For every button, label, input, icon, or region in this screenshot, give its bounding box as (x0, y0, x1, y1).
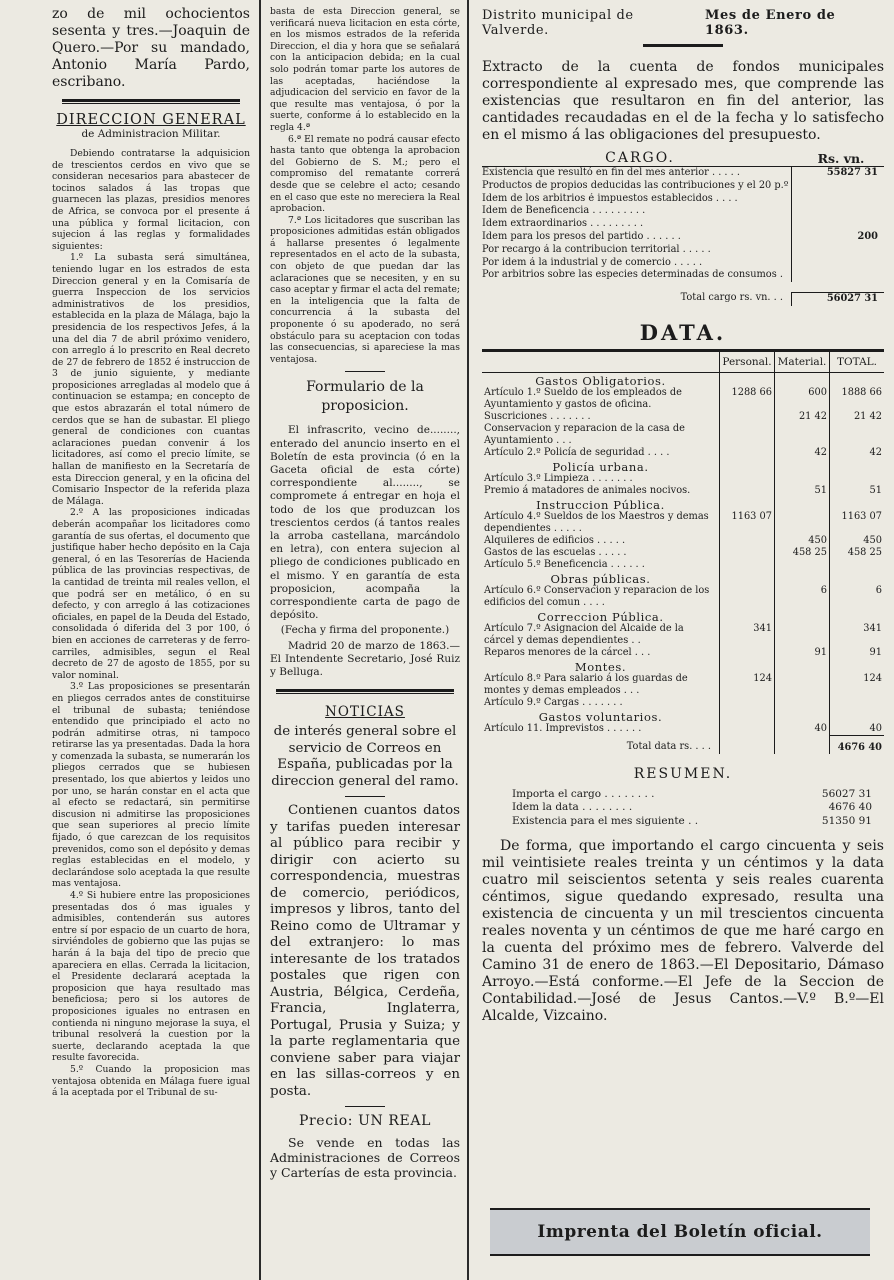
cargo-label: Productos de propios deducidas las contribuciones y el 20 p.º (482, 179, 789, 191)
account-extract: Extracto de la cuenta de fondos municipales correspondiente al expresado mes, que comprende las existencias que resultaron en fin del anterior, las cantidades recaudadas en el de la fecha y lo satisfecho en el mismo á las obligaciones del presupuesto. (482, 59, 884, 143)
total-value (830, 559, 885, 571)
section-row (482, 709, 884, 723)
resumen-amount: 4676 40 (828, 801, 872, 814)
total-value: 40 (830, 723, 885, 736)
data-total-label: Total data rs. . . . (626, 741, 711, 753)
section-row (482, 609, 884, 623)
material-value: 40 (775, 723, 830, 736)
personal-value (720, 485, 775, 497)
column-3 (470, 0, 894, 1280)
total-value: 458 25 (830, 547, 885, 559)
cargo-list (482, 166, 884, 282)
personal-value (720, 423, 775, 447)
data-row (482, 447, 884, 459)
notices-title: NOTICIAS (325, 704, 405, 721)
section-heading: DIRECCION GENERAL (56, 112, 246, 128)
closing-paragraph: De forma, que importando el cargo cincuenta y seis mil veintisiete reales treinta y un céntimos y la data cuatro mil seiscientos setenta y seis reales cuarenta céntimos, sigue quedando expresado, resulta una existencia de cincuenta y un mil trescientos cincuenta reales noventa y un céntimos de que me haré cargo en la cuenta del próximo mes de febrero. Valverde del Camino 31 de enero de 1863.—El Depositario, Dámaso Arroyo.—Está conforme.—El Jefe de la Seccion de Contabilidad.—José de Jesus Cantos.—V.º B.º—El Alcalde, Vizcaino. (482, 838, 884, 1025)
cargo-amount (791, 205, 884, 218)
cargo-amount (791, 180, 884, 193)
data-row (482, 423, 884, 447)
cargo-label: Por recargo á la contribucion territorial . . . . . (482, 243, 711, 255)
total-value (830, 423, 885, 447)
row-label: Artículo 5.º Beneficencia . . . . . . (484, 558, 645, 570)
personal-value (720, 411, 775, 423)
material-value (775, 511, 830, 535)
cargo-amount (791, 193, 884, 206)
data-row (482, 387, 884, 411)
resumen-label: Existencia para el mes siguiente . . (512, 814, 699, 827)
row-label: Artículo 8.º Para salario á los guardas de montes y demas empleados . . . (484, 672, 688, 696)
data-row (482, 535, 884, 547)
row-label: Artículo 7.º Asignacion del Alcaide de la cárcel y demas dependientes . . (484, 622, 684, 646)
cargo-total-label: Total cargo rs. vn. . . (680, 292, 783, 304)
data-total: 4676 40 (830, 735, 885, 754)
personal-value: 124 (720, 673, 775, 697)
section-divider (276, 689, 454, 694)
personal-value (720, 585, 775, 609)
edict-closing: zo de mil ochocientos sesenta y tres.—Joaquin de Quero.—Por su mandado, Antonio María Pardo, escribano. (52, 6, 250, 90)
cargo-amount (791, 257, 884, 270)
row-label: Artículo 4.º Sueldos de los Maestros y demas dependientes . . . . . (484, 510, 709, 534)
total-value: 51 (830, 485, 885, 497)
section-row (482, 372, 884, 387)
cargo-label: Por arbitrios sobre las especies determinadas de consumos . (482, 269, 783, 281)
row-label: Conservacion y reparacion de la casa de Ayuntamiento . . . (484, 422, 685, 446)
cargo-row (482, 231, 884, 244)
personal-value (720, 447, 775, 459)
resumen-row (512, 815, 884, 829)
cargo-row (482, 269, 884, 282)
material-value: 600 (775, 387, 830, 411)
row-label: Artículo 2.º Policía de seguridad . . . . (484, 446, 670, 458)
divider (345, 1106, 385, 1107)
divider (345, 796, 385, 797)
section-row (482, 459, 884, 473)
resumen-row (512, 801, 884, 815)
column-rule-1 (259, 0, 261, 1280)
section-label: Gastos voluntarios. (538, 709, 663, 724)
data-row (482, 511, 884, 535)
col-personal: Personal. (720, 352, 775, 373)
sale-info: Se vende en todas las Administraciones de Correos y Carterías de esta provincia. (270, 1135, 460, 1181)
cargo-amount: 55827 31 (791, 167, 884, 180)
row-label: Gastos de las escuelas . . . . . (484, 546, 627, 558)
notices-body: Contienen cuantos datos y tarifas pueden interesar al público para recibir y dirigir con acierto su correspondencia, muestras de comercio, periódicos, impresos y libros, tanto del Reino como de Ultramar y del extranjero: lo mas interesante de los tratados postales que rigen con Austria, Bélgica, Cerdeña, Francia, Inglaterra, Portugal, Prusia y Suiza; y la parte reglamentaria que conviene saber para viajar en las sillas-correos y en posta. (270, 803, 460, 1099)
personal-value (720, 647, 775, 659)
data-row (482, 673, 884, 697)
cargo-label: Idem de Beneficencia . . . . . . . . . (482, 205, 646, 217)
data-row (482, 697, 884, 709)
section-row (482, 571, 884, 585)
material-value (775, 559, 830, 571)
section-label: Obras públicas. (550, 571, 651, 586)
total-value: 1888 66 (830, 387, 885, 411)
divider (345, 371, 385, 372)
units-label: Rs. vn. (817, 151, 865, 166)
rule-7: 7.ª Los licitadores que suscriban las proposiciones admitidas están obligados á hallarse presentes ó legalmente representados en el acto de la subasta, con objeto de que puedan dar las aclaraciones que se necesiten, y en su caso aceptar y firmar el acta del remate; en la inteligencia que la falta de concurrencia á la subasta del proponente ó su apoderado, no será obstáculo para su aceptacion con todas las consecuencias, si apareciese la mas ventajosa. (270, 214, 460, 365)
cargo-amount (791, 244, 884, 257)
cargo-amount (791, 269, 884, 282)
divider (643, 44, 723, 47)
col-total: TOTAL. (830, 352, 885, 373)
data-row (482, 723, 884, 736)
total-value: 6 (830, 585, 885, 609)
row-label: Reparos menores de la cárcel . . . (484, 646, 651, 658)
intro-paragraph: Debiendo contratarse la adquisicion de trescientos cerdos en vivo que se consideran necesarios para abastecer de tocinos salados á las tropas que guarnecen las plazas, presidios menores de Africa, se convoca por el presente á una pública y formal licitacion, con sujecion á las reglas y formalidades siguientes: (52, 148, 250, 252)
cargo-header (482, 150, 884, 166)
column-1 (0, 0, 258, 1280)
rule-6: 6.ª El remate no podrá causar efecto hasta tanto que obtenga la aprobacion del Gobierno de S. M.; pero el compromiso del rematante correrá desde que se celebre el acto; cesando en el caso que este no mereciera la Real aprobacion. (270, 133, 460, 215)
total-value (830, 697, 885, 709)
row-label: Artículo 6.º Conservacion y reparacion de los edificios del comun . . . . (484, 584, 710, 608)
column-2 (262, 0, 466, 1280)
total-value: 341 (830, 623, 885, 647)
row-label: Artículo 9.º Cargas . . . . . . . (484, 696, 623, 708)
material-value: 458 25 (775, 547, 830, 559)
cargo-row (482, 244, 884, 257)
cargo-amount: 200 (791, 231, 884, 244)
data-total-row (482, 735, 884, 754)
row-label: Alquileres de edificios . . . . . (484, 534, 626, 546)
resumen-label: Importa el cargo . . . . . . . . (512, 787, 655, 800)
cargo-amount (791, 218, 884, 231)
section-row (482, 497, 884, 511)
cargo-row (482, 193, 884, 206)
resumen-amount: 56027 31 (821, 787, 872, 800)
material-value: 42 (775, 447, 830, 459)
section-subheading: de Administracion Militar. (81, 128, 221, 140)
cargo-total-row (482, 292, 884, 306)
data-row (482, 485, 884, 497)
section-label: Montes. (574, 659, 627, 674)
material-value (775, 673, 830, 697)
cargo-row (482, 205, 884, 218)
data-row (482, 585, 884, 609)
personal-value (720, 723, 775, 736)
material-value (775, 473, 830, 485)
personal-value (720, 559, 775, 571)
col-material: Material. (775, 352, 830, 373)
section-row (482, 659, 884, 673)
data-row (482, 559, 884, 571)
total-value: 21 42 (830, 411, 885, 423)
material-value: 91 (775, 647, 830, 659)
total-value: 124 (830, 673, 885, 697)
data-row (482, 647, 884, 659)
resumen-label: Idem la data . . . . . . . . (512, 801, 633, 814)
section-divider (62, 99, 240, 104)
resumen-title: RESUMEN. (633, 765, 733, 782)
rule-3: 3.º Las proposiciones se presentarán en pliegos cerrados antes de constituirse el tribunal de subasta; teniéndose entendido que principiado el acto no podrán admitirse otras, ni tampoco retirarse las ya presentadas. Dada la hora y comenzada la subasta, se numerarán los pliegos cerrados que se hubiesen presentado, los que abiertos y leidos uno por uno, se harán constar en el acta que al efecto se redactará, sin permitirse discusion ni admitirse las proposiciones que sean superiores al precio límite fijado, ó que carezcan de los requisitos prevenidos, como son el depósito y demas reglas establecidas en el modelo, y declarándose solo aceptada la que resulte mas ventajosa. (52, 681, 250, 890)
data-title: DATA. (639, 319, 727, 345)
rule-2: 2.º A las proposiciones indicadas deberán acompañar los licitadores como garantía de sus ofertas, el documento que justifique haber hecho depósito en la Caja general, ó en las Tesorerías de Hacienda pública de las provincias respectivas, de la cantidad de treinta mil reales vellon, el que podrá ser en metálico, ó en su defecto, y con arreglo á las cotizaciones oficiales, en papel de la Deuda del Estado, consolidada ó diferida del 3 por 100, ó bien en acciones de carreteras y de ferro-carriles, admisibles, segun el Real decreto de 27 de agosto de 1855, por su valor nominal. (52, 507, 250, 681)
personal-value (720, 473, 775, 485)
personal-value (720, 547, 775, 559)
row-label: Premio á matadores de animales nocivos. (484, 484, 691, 496)
price: Precio: UN REAL (299, 1113, 431, 1130)
form-title: Formulario de la proposicion. (306, 379, 424, 415)
resumen-row (512, 788, 884, 802)
data-table (482, 352, 884, 754)
period: Mes de Enero de 1863. (704, 8, 836, 38)
material-value (775, 697, 830, 709)
personal-value (720, 535, 775, 547)
cargo-title: CARGO. (605, 150, 675, 166)
section-label: Policía urbana. (552, 459, 649, 474)
rule-1: 1.º La subasta será simultánea, teniendo lugar en los estrados de esta Direccion general y en la Comisaría de guerra Inspeccion de los servicios administrativos de los presidios, establecida en la plaza de Málaga, bajo la presidencia de los respectivos Jefes, á la una del dia 7 de abril próximo venidero, con arreglo á lo prescrito en Real decreto de 27 de febrero de 1852 é instruccion de 3 de junio siguiente, y mediante proposiciones arregladas al modelo que á continuacion se estampa; en concepto de que estos abrazarán el total número de cerdos que se han de subastar. El pliego general de condiciones con cuantas aclaraciones puedan convenir á los licitadores, así como el precio límite, se hallan de manifiesto en la Secretaría de esta Direccion general, y en la oficina del Comisario Inspector de la referida plaza de Málaga. (52, 252, 250, 507)
total-value: 91 (830, 647, 885, 659)
district-name: Distrito municipal de Valverde. (482, 8, 634, 38)
material-value: 21 42 (775, 411, 830, 423)
data-row (482, 547, 884, 559)
imprenta-banner: Imprenta del Boletín oficial. (490, 1208, 870, 1256)
personal-value: 1288 66 (720, 387, 775, 411)
total-value: 42 (830, 447, 885, 459)
cargo-label: Por idem á la industrial y de comercio . . . . . (482, 256, 703, 268)
cargo-row (482, 218, 884, 231)
material-value (775, 623, 830, 647)
total-value (830, 473, 885, 485)
rule-5: 5.º Cuando la proposicion mas ventajosa obtenida en Málaga fuere igual á la aceptada por el Tribunal de su- (52, 1063, 250, 1099)
total-value: 1163 07 (830, 511, 885, 535)
cargo-label: Idem para los presos del partido . . . . . . (482, 230, 681, 242)
form-body: El infrascrito, vecino de........, enterado del anuncio inserto en el Boletín de esta provincia (ó en la Gaceta oficial de esta córte) correspondiente al........, se compromete á entregar en hoja el todo de los que produzcan los trescientos cerdos (á tantos reales la arroba castellana, marcándolo en letra), con entera sujecion al pliego de condiciones publicado en el mismo. Y en garantía de esta proposicion, acompaña la correspondiente carta de pago de depósito. (270, 424, 460, 622)
row-label: Artículo 3.º Limpieza . . . . . . . (484, 472, 633, 484)
account-header (482, 8, 884, 38)
personal-value (720, 697, 775, 709)
rule-4: 4.º Si hubiere entre las proposiciones presentadas dos ó mas iguales y admisibles, contenderán sus autores entre sí por espacio de un cuarto de hora, sirviéndoles de gobierno que las pujas se harán á la baja del tipo de precio que apareciera en ellas. Cerrada la licitacion, el Presidente declarará aceptada la proposicion que haya resultado mas beneficiosa; pero si los autores de proposiciones iguales no entrasen en contienda ni ninguno mejorase la suya, el tribunal resolverá la cuestion por la suerte, declarando aceptada la que resulte favorecida. (52, 890, 250, 1064)
data-row (482, 623, 884, 647)
row-label: Artículo 1.º Sueldo de los empleados de Ayuntamiento y gastos de oficina. (484, 386, 682, 410)
cargo-label: Existencia que resultó en fin del mes anterior . . . . . (482, 167, 741, 178)
material-value: 450 (775, 535, 830, 547)
material-value: 51 (775, 485, 830, 497)
column-rule-2 (467, 0, 469, 1280)
rule-5-continued: basta de esta Direccion general, se verificará nueva licitacion en esta córte, en los mismos estrados de la referida Direccion, el dia y hora que se señalará con la anticipacion debida; en la cual solo podrán tomar parte los autores de las aceptadas, haciéndose la adjudicacion del servicio en favor de la que resulte mas ventajosa, ó por la suerte, conforme á lo establecido en la regla 4.ª (270, 6, 460, 133)
cargo-row (482, 167, 884, 180)
resumen-amount: 51350 91 (821, 814, 872, 827)
material-value: 6 (775, 585, 830, 609)
cargo-label: Idem de los arbitrios é impuestos establecidos . . . . (482, 192, 738, 204)
row-label: Suscriciones . . . . . . . (484, 410, 591, 422)
cargo-total: 56027 31 (791, 292, 884, 306)
data-row (482, 411, 884, 423)
form-date: Madrid 20 de marzo de 1863.—El Intendente Secretario, José Ruiz y Belluga. (270, 639, 460, 679)
row-label: Artículo 11. Imprevistos . . . . . . (484, 722, 642, 734)
section-label: Instruccion Pública. (536, 497, 665, 512)
cargo-label: Idem extraordinarios . . . . . . . . . (482, 218, 644, 230)
section-label: Correccion Pública. (537, 609, 664, 624)
resumen-list (482, 788, 884, 829)
total-value: 450 (830, 535, 885, 547)
section-label: Gastos Obligatorios. (535, 373, 666, 388)
cargo-row (482, 257, 884, 270)
cargo-row (482, 180, 884, 193)
notices-subtitle: de interés general sobre el servicio de Correos en España, publicadas por la direccion general del ramo. (271, 724, 459, 789)
personal-value: 341 (720, 623, 775, 647)
form-signature: (Fecha y firma del proponente.) (280, 624, 450, 637)
material-value (775, 423, 830, 447)
data-row (482, 473, 884, 485)
personal-value: 1163 07 (720, 511, 775, 535)
